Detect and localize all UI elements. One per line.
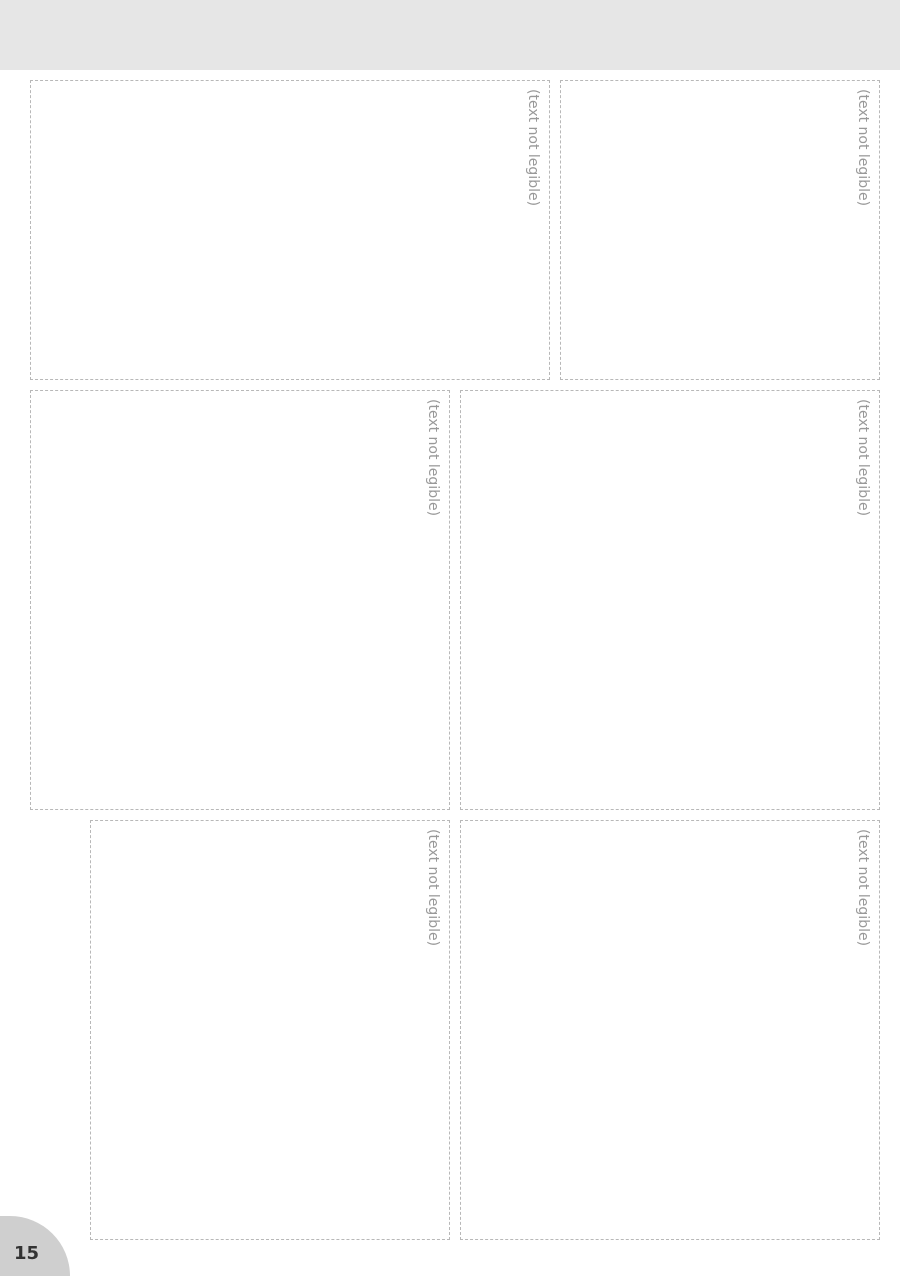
placeholder-text: (text not legible) [855,89,871,207]
placeholder-text: (text not legible) [525,89,541,207]
placeholder-text: (text not legible) [425,829,441,947]
section-middle-left [30,390,450,810]
placeholder-text: (text not legible) [855,829,871,947]
section-bottom-right [460,820,880,1240]
placeholder-text: (text not legible) [425,399,441,517]
section-bottom-left [90,820,450,1240]
page-number: 15 [14,1243,40,1264]
page-number-badge [0,1216,70,1276]
placeholder-text: (text not legible) [855,399,871,517]
section-top-right [560,80,880,380]
decorative-skyline [0,0,900,70]
section-middle-right [460,390,880,810]
section-top-left [30,80,550,380]
